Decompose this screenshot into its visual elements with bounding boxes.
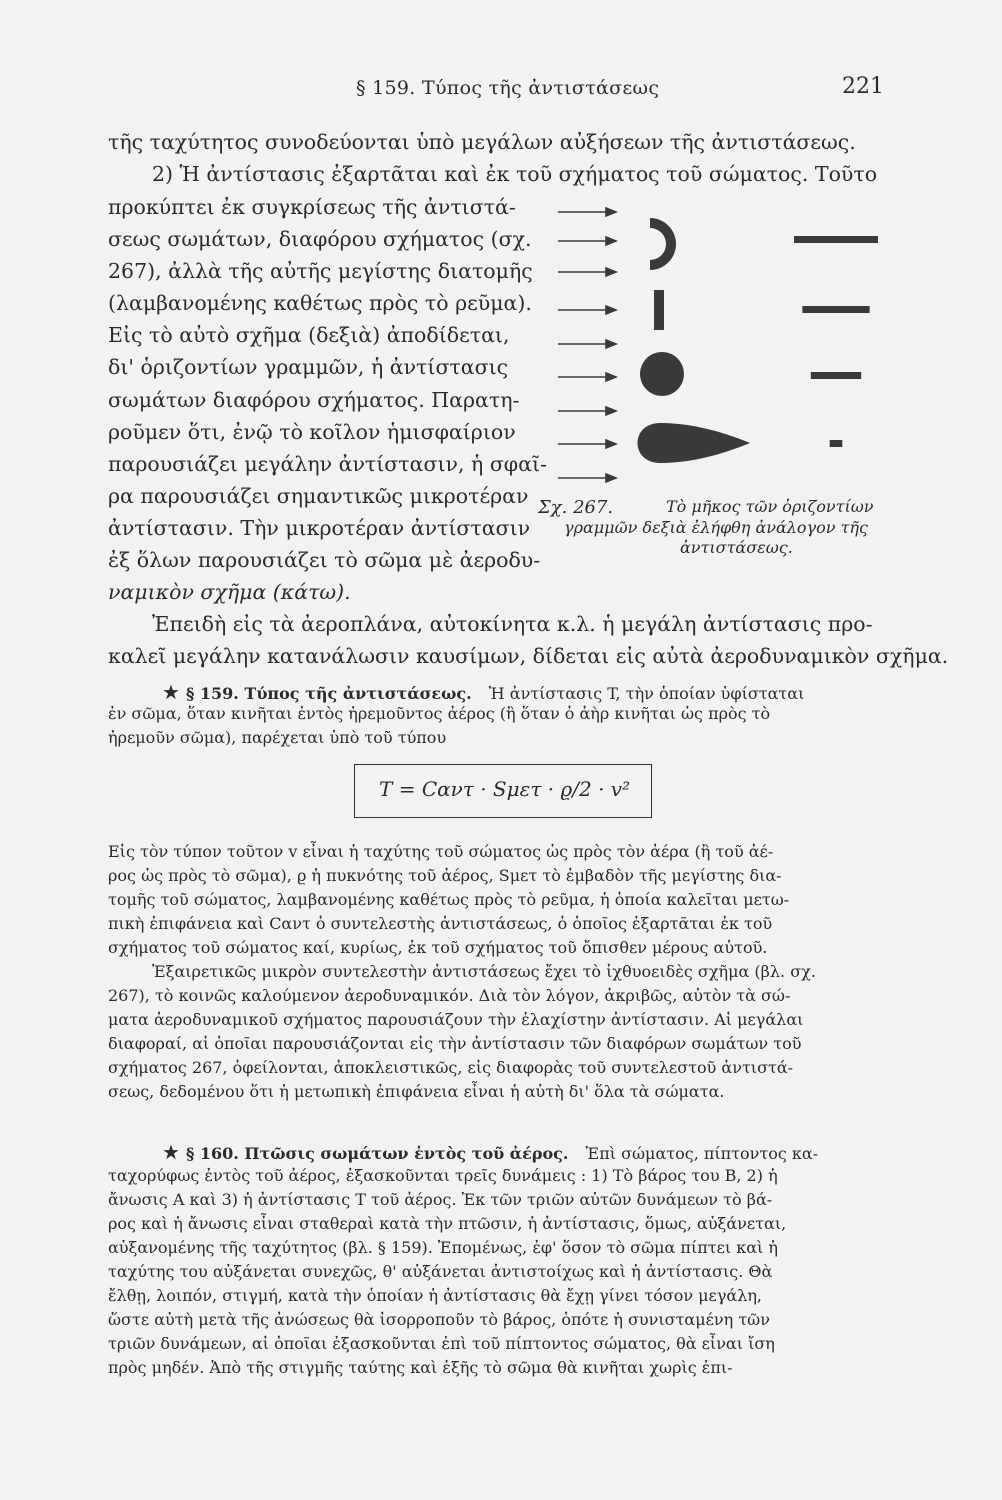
- text-line: ρα παρουσιάζει σημαντικῶς μικροτέραν: [108, 484, 529, 508]
- text-line: σχήματος 267, ὀφείλονται, ἀποκλειστικῶς, εἰς διαφορὰς τοῦ συντελεστοῦ ἀντιστά-: [108, 1058, 794, 1077]
- text-line: ἄνωσις A καὶ 3) ἡ ἀντίστασις T τοῦ ἀέρος. Ἐκ τῶν τριῶν αὐτῶν δυνάμεων τὸ βά-: [108, 1190, 773, 1209]
- resistance-bar: [830, 440, 843, 447]
- section-159-heading-line: [162, 682, 804, 704]
- text-line: ἀντίστασιν. Τὴν μικροτέραν ἀντίστασιν: [108, 516, 531, 540]
- resistance-bar: [811, 372, 861, 379]
- text-line: ναμικὸν σχῆμα (κάτω).: [108, 580, 351, 604]
- arrow-icon: [558, 440, 616, 448]
- text-line: Εἰς τὸ αὐτὸ σχῆμα (δεξιὰ) ἀποδίδεται,: [108, 323, 510, 347]
- section-160-heading-line: [162, 1142, 818, 1164]
- resistance-bar: [802, 306, 869, 313]
- resistance-bars: [794, 236, 878, 447]
- text-line: σεως σωμάτων, διαφόρου σχήματος (σχ.: [108, 227, 532, 251]
- hollow-hemisphere-icon: [650, 218, 676, 270]
- formula-box: [354, 764, 652, 818]
- text-line: Ἐπειδὴ εἰς τὰ ἀεροπλάνα, αὐτοκίνητα κ.λ. ἡ μεγάλη ἀντίστασις προ-: [152, 612, 873, 636]
- text-line: ταχύτης του αὐξάνεται συνεχῶς, θ' αὐξάνεται ἀντιστοίχως καὶ ἡ ἀντίστασις. Θὰ: [108, 1262, 773, 1281]
- text-line: ρος καὶ ἡ ἄνωσις εἶναι σταθεραὶ κατὰ τὴν πτῶσιν, ἡ ἀντίστασις, ὅμως, αὐξάνεται,: [108, 1214, 787, 1233]
- text-line: διαφοραί, αἱ ὁποῖαι παρουσιάζονται εἰς τὴν ἀντίστασιν τῶν διαφόρων σωμάτων τοῦ: [108, 1034, 802, 1053]
- text-line: αὐξανομένης τῆς ταχύτητος (βλ. § 159). Ἐπομένως, ἐφ' ὅσον τὸ σῶμα πίπτει καὶ ἡ: [108, 1238, 778, 1257]
- resistance-formula: T = Cαντ · Sμετ · ϱ/2 · v²: [379, 777, 631, 801]
- text-line: σχήματος τοῦ σώματος καί, κυρίως, ἐκ τοῦ σχήματος τοῦ ὄπισθεν μέρους αὐτοῦ.: [108, 938, 768, 957]
- text-line: τομῆς τοῦ σώματος, λαμβανομένης καθέτως πρὸς τὸ ρεῦμα, ἡ ὁποία καλεῖται μετω-: [108, 890, 790, 909]
- running-header: § 159. Τύπος τῆς ἀντιστάσεως: [356, 77, 660, 99]
- text-line: ἐν σῶμα, ὅταν κινῆται ἐντὸς ἠρεμοῦντος ἀέρος (ἢ ὅταν ὁ ἀὴρ κινῆται ὡς πρὸς τὸ: [108, 704, 771, 723]
- text-line: παρουσιάζει μεγάλην ἀντίστασιν, ἡ σφαῖ-: [108, 452, 547, 476]
- text-line: (λαμβανομένης καθέτως πρὸς τὸ ρεῦμα).: [108, 291, 532, 315]
- figure-caption-label: Σχ. 267.: [538, 497, 614, 518]
- text-line: ρος ὡς πρὸς τὸ σῶμα), ϱ ἡ πυκνότης τοῦ ἀέρος, Sμετ τὸ ἐμβαδὸν τῆς μεγίστης δια-: [108, 866, 782, 885]
- arrow-icon: [558, 407, 616, 415]
- figure-caption-line: γραμμῶν δεξιὰ ἐλήφθη ἀνάλογον τῆς: [564, 518, 868, 537]
- text-line: 267), τὸ κοινῶς καλούμενον ἀεροδυναμικόν. Διὰ τὸν λόγον, ἀκριβῶς, αὐτὸν τὰ σώ-: [108, 986, 791, 1005]
- arrow-icon: [558, 373, 616, 381]
- text-line: δι' ὁριζοντίων γραμμῶν, ἡ ἀντίστασις: [108, 355, 509, 379]
- text-line: ἔλθῃ, λοιπόν, στιγμή, κατὰ τὴν ὁποίαν ἡ ἀντίστασις θὰ ἔχῃ γίνει τόσον μεγάλη,: [108, 1286, 762, 1305]
- text-line: 267), ἀλλὰ τῆς αὐτῆς μεγίστης διατομῆς: [108, 259, 533, 283]
- text-line: καλεῖ μεγάλην κατανάλωσιν καυσίμων, δίδεται εἰς αὐτὰ ἀεροδυναμικὸν σχῆμα.: [108, 644, 949, 668]
- airflow-arrows: [558, 208, 616, 482]
- arrow-icon: [558, 474, 616, 482]
- text-line: πρὸς μηδέν. Ἀπὸ τῆς στιγμῆς ταύτης καὶ ἑξῆς τὸ σῶμα θὰ κινῆται χωρὶς ἐπι-: [108, 1358, 733, 1377]
- section-heading: § 160. Πτῶσις σωμάτων ἐντὸς τοῦ ἀέρος.: [185, 1144, 569, 1163]
- arrow-icon: [558, 237, 616, 245]
- star-icon: ★: [162, 680, 180, 704]
- text-line: σεως, δεδομένου ὅτι ἡ μετωπικὴ ἐπιφάνεια εἶναι ἡ αὐτὴ δι' ὅλα τὰ σώματα.: [108, 1082, 725, 1101]
- text-line: ματα ἀεροδυναμικοῦ σχήματος παρουσιάζουν τὴν ἐλαχίστην ἀντίστασιν. Αἱ μεγάλαι: [108, 1010, 804, 1029]
- figure-caption-line: Τὸ μῆκος τῶν ὁριζοντίων: [666, 497, 874, 516]
- star-icon: ★: [162, 1140, 180, 1164]
- text-line: πικὴ ἐπιφάνεια καὶ Cαντ ὁ συντελεστὴς ἀντιστάσεως, ὁ ὁποῖος ἐξαρτᾶται ἐκ τοῦ: [108, 914, 773, 933]
- resistance-bar: [794, 236, 878, 243]
- figure-caption-line: ἀντιστάσεως.: [680, 538, 793, 557]
- streamlined-body-icon: [638, 423, 751, 463]
- text-line: προκύπτει ἐκ συγκρίσεως τῆς ἀντιστά-: [108, 195, 516, 219]
- arrow-icon: [558, 340, 616, 348]
- text-line: τριῶν δυνάμεων, αἱ ὁποῖαι ἐξασκοῦνται ἐπὶ τοῦ πίπτοντος σώματος, θὰ εἶναι ἴση: [108, 1334, 775, 1353]
- text-line: Εἰς τὸν τύπον τοῦτον v εἶναι ἡ ταχύτης τοῦ σώματος ὡς πρὸς τὸν ἀέρα (ἢ τοῦ ἀέ-: [108, 842, 774, 861]
- text-line: ἠρεμοῦν σῶμα), παρέχεται ὑπὸ τοῦ τύπου: [108, 728, 447, 747]
- page-number: 221: [842, 74, 884, 99]
- arrow-icon: [558, 208, 616, 216]
- text-line: 2) Ἡ ἀντίστασις ἐξαρτᾶται καὶ ἐκ τοῦ σχήματος τοῦ σώματος. Τοῦτο: [152, 162, 878, 186]
- text-line: Ἐπὶ σώματος, πίπτοντος κα-: [585, 1144, 819, 1163]
- text-line: ὥστε αὐτὴ μετὰ τῆς ἀνώσεως θὰ ἰσορροποῦν τὸ βάρος, ὁπότε ἡ συνισταμένη τῶν: [108, 1310, 770, 1329]
- text-line: σωμάτων διαφόρου σχήματος. Παρατη-: [108, 388, 520, 412]
- flat-disc-icon: [654, 290, 664, 330]
- arrow-icon: [558, 268, 616, 276]
- sphere-icon: [640, 352, 684, 396]
- section-heading: § 159. Τύπος τῆς ἀντιστάσεως.: [185, 684, 472, 703]
- text-line: Ἡ ἀντίστασις T, τὴν ὁποίαν ὑφίσταται: [488, 684, 805, 703]
- text-line: ροῦμεν ὅτι, ἐνῷ τὸ κοῖλον ἡμισφαίριον: [108, 420, 516, 444]
- text-line: ταχορύφως ἐντὸς τοῦ ἀέρος, ἐξασκοῦνται τρεῖς δυνάμεις : 1) Τὸ βάρος του B, 2) ἡ: [108, 1166, 778, 1185]
- text-line: ἐξ ὅλων παρουσιάζει τὸ σῶμα μὲ ἀεροδυ-: [108, 548, 541, 572]
- text-line: Ἐξαιρετικῶς μικρὸν συντελεστὴν ἀντιστάσεως ἔχει τὸ ἰχθυοειδὲς σχῆμα (βλ. σχ.: [152, 962, 816, 981]
- text-line: τῆς ταχύτητος συνοδεύονται ὑπὸ μεγάλων αὐξήσεων τῆς ἀντιστάσεως.: [108, 130, 856, 154]
- arrow-icon: [558, 306, 616, 314]
